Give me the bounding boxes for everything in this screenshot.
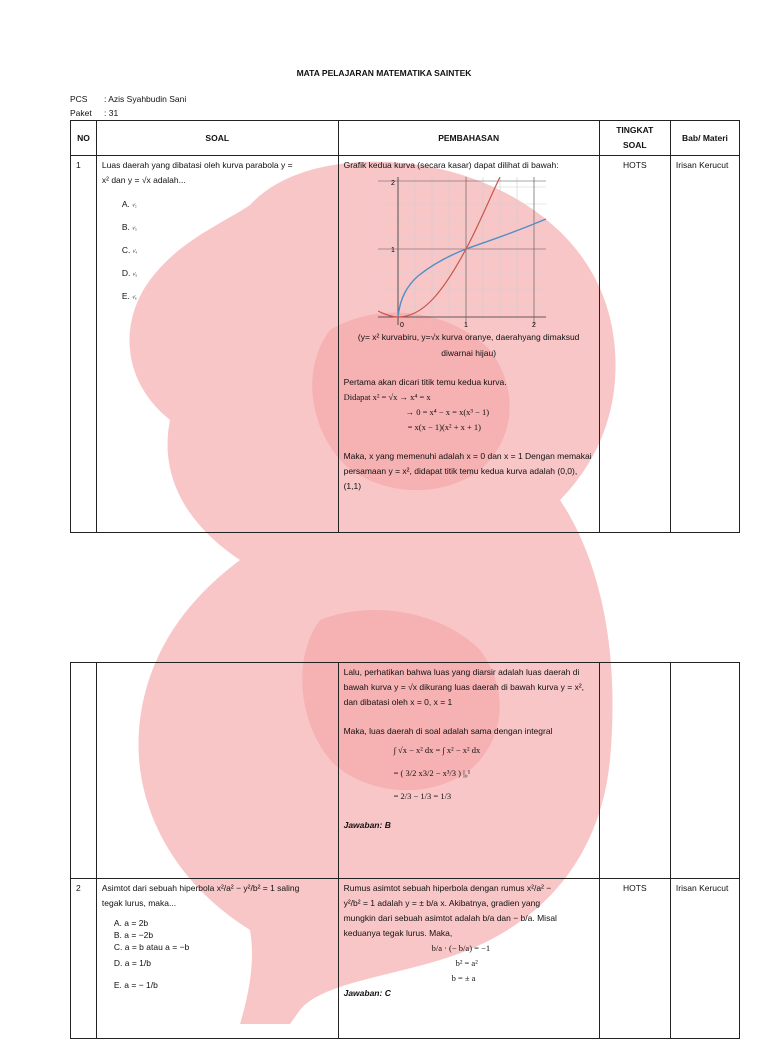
q1c-soal-cell <box>96 663 338 879</box>
question-row-1-continued <box>71 663 740 879</box>
pcs-label: PCS <box>70 94 88 104</box>
q2-p-line3: mungkin dari sebuah asimtot adalah b/a dan − b/a. Misal <box>343 913 557 923</box>
pcs-value: : Azis Syahbudin Sani <box>104 94 187 104</box>
q2-eq3: b = ± a <box>451 973 476 983</box>
header-soal: SOAL <box>96 121 338 156</box>
document-title: MATA PELAJARAN MATEMATIKA SAINTEK <box>296 68 472 78</box>
red-curve <box>378 177 500 317</box>
q2-number: 2 <box>71 879 97 1039</box>
q1-answer: Jawaban: B <box>343 820 391 830</box>
tick-y2: 2 <box>390 180 395 187</box>
q1-option-d: D. ¹⁄₅ <box>121 268 138 278</box>
tick-x0: 0 <box>399 322 404 329</box>
q1-soal-line2: x² dan y = √x adalah... <box>101 175 186 185</box>
tick-x1: 1 <box>463 322 468 329</box>
q1-soal-line1: Luas daerah yang dibatasi oleh kurva parabola y = <box>101 160 293 170</box>
q2-option-b: B. a = −2b <box>113 930 154 940</box>
q2-eq1: b/a · (− b/a) = −1 <box>431 943 491 953</box>
blue-curve <box>398 219 546 317</box>
q1-graph <box>378 177 548 329</box>
q1c-integral-1: ∫ √x − x² dx = ∫ x² − x² dx <box>393 745 481 755</box>
header-tingkat: TINGKAT SOAL <box>599 121 670 156</box>
q1c-line1: Lalu, perhatikan bahwa luas yang diarsir adalah luas daerah di bawah kurva y = √x dikurang luas daerah di bawah kurva y = x², dan dibatasi oleh x = 0, x = 1 <box>343 667 585 707</box>
q1c-integral-3: = 2/3 − 1/3 = 1/3 <box>393 791 452 801</box>
paket-label: Paket <box>70 108 92 118</box>
q2-answer: Jawaban: C <box>343 988 391 998</box>
q2-bab: Irisan Kerucut <box>670 879 739 1039</box>
q1-option-a: A. ¹⁄₂ <box>121 199 137 209</box>
q2-p-line1: Rumus asimtot sebuah hiperbola dengan rumus x²/a² − <box>343 883 552 893</box>
q1c-line2: Maka, luas daerah di soal adalah sama dengan integral <box>343 726 553 736</box>
q1-step2: Didapat x² = √x → x⁴ = x <box>343 392 431 402</box>
q1c-pembahasan-cell <box>338 663 599 879</box>
question-table-1 <box>70 120 740 533</box>
q1-option-b: B. ¹⁄₃ <box>121 222 137 232</box>
question-row-1 <box>71 156 740 533</box>
q1-option-e: E. ¹⁄₆ <box>121 291 137 301</box>
question-table-2 <box>70 662 740 1039</box>
tick-y1: 1 <box>390 247 395 254</box>
q1-number: 1 <box>71 156 97 533</box>
q2-soal-line2: tegak lurus, maka... <box>101 898 177 908</box>
q2-soal-cell <box>96 879 338 1039</box>
tick-x2: 2 <box>531 322 536 329</box>
q1-intro: Grafik kedua kurva (secara kasar) dapat dilihat di bawah: <box>343 160 559 170</box>
question-row-2 <box>71 879 740 1039</box>
q1c-bab <box>670 663 739 879</box>
q1-pembahasan-cell <box>338 156 599 533</box>
q2-pembahasan-cell <box>338 879 599 1039</box>
q1c-tingkat <box>599 663 670 879</box>
header-bab: Bab/ Materi <box>670 121 739 156</box>
q1c-integral-2: = ( 3/2 x3/2 − x³/3 ) |₀¹ <box>393 768 471 778</box>
pcs-line <box>70 94 186 104</box>
q2-option-d: D. a = 1/b <box>113 958 151 968</box>
q1-tingkat: HOTS <box>599 156 670 533</box>
q2-option-e: E. a = − 1/b <box>113 980 158 990</box>
q1-step4: = x(x − 1)(x² + x + 1) <box>407 422 482 432</box>
q2-p-line2: y²/b² = 1 adalah y = ± b/a x. Akibatnya, gradien yang <box>343 898 541 908</box>
q2-option-c: C. a = b atau a = −b <box>113 942 190 952</box>
q1-step5: Maka, x yang memenuhi adalah x = 0 dan x = 1 Dengan memakai persamaan y = x², didapat titik temu kedua kurva adalah (0,0), (1,1) <box>343 451 592 491</box>
paket-line <box>70 108 118 118</box>
q2-soal-line1: Asimtot dari sebuah hiperbola x²/a² − y²/b² = 1 saling <box>101 883 300 893</box>
header-no: NO <box>71 121 97 156</box>
q2-tingkat: HOTS <box>599 879 670 1039</box>
curve-plot <box>378 177 548 329</box>
q2-p-line4: keduanya tegak lurus. Maka, <box>343 928 453 938</box>
q2-option-a: A. a = 2b <box>113 918 149 928</box>
q1-soal-cell <box>96 156 338 533</box>
q1c-number <box>71 663 97 879</box>
q1-step3: → 0 = x⁴ − x = x(x³ − 1) <box>405 407 490 417</box>
header-pembahasan: PEMBAHASAN <box>338 121 599 156</box>
q1-graph-caption: (y= x² kurvabiru, y=√x kurva oranye, daerahyang dimaksud diwarnai hijau) <box>357 332 580 358</box>
q2-eq2: b² = a² <box>455 958 478 968</box>
paket-value: : 31 <box>104 108 119 118</box>
q1-bab: Irisan Kerucut <box>670 156 739 533</box>
q1-step1: Pertama akan dicari titik temu kedua kurva. <box>343 377 507 387</box>
q1-option-c: C. ¹⁄₄ <box>121 245 138 255</box>
